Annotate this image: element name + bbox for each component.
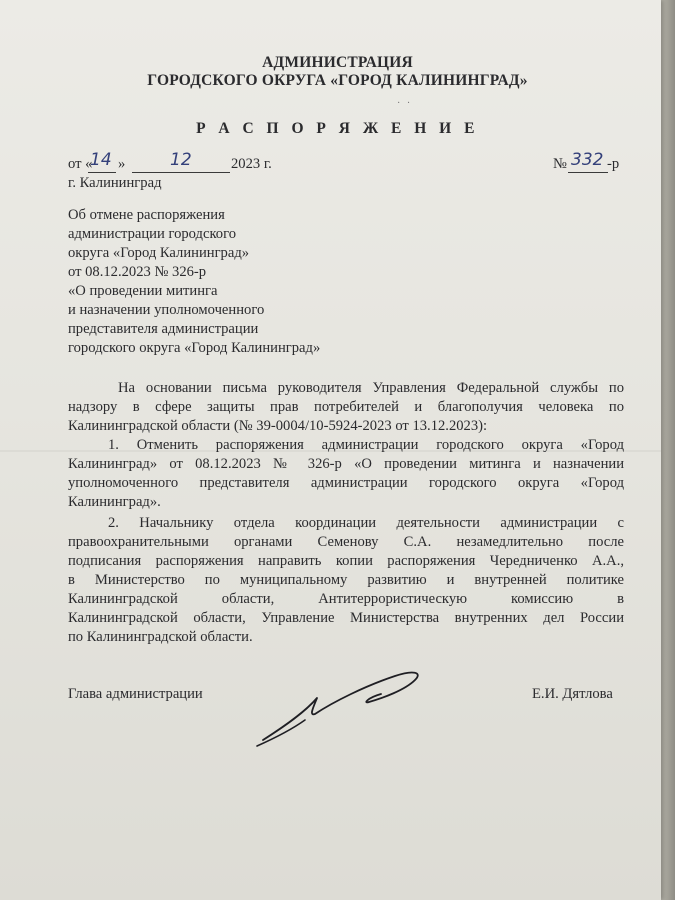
body-line: подписания распоряжения направить копии распоряжения Чередниченко А.А., (68, 553, 624, 569)
body-line: Калининград». (68, 494, 161, 510)
body-line: 2. Начальнику отдела координации деятельности администрации с (108, 515, 624, 531)
body-line: по Калининградской области. (68, 629, 253, 645)
city: г. Калининград (68, 175, 162, 191)
body-line: Калининград» от 08.12.2023 № 326-р «О проведении митинга и назначении (68, 456, 624, 472)
subject-line: администрации городского (68, 226, 237, 242)
org-name-line1: АДМИНИСТРАЦИЯ (262, 54, 413, 71)
faint-marks: · · (397, 98, 413, 109)
date-separator: » (118, 156, 126, 172)
handwritten-signature (255, 668, 435, 748)
subject-line: городского округа «Город Калининград» (68, 340, 321, 356)
date-month-handwritten: 12 (170, 150, 192, 170)
number-suffix: -р (607, 156, 620, 172)
number-prefix: № (553, 156, 567, 172)
date-year: 2023 г. (231, 156, 272, 172)
date-day-underline (88, 172, 116, 173)
subject-line: Об отмене распоряжения (68, 207, 225, 223)
signatory-name: Е.И. Дятлова (532, 686, 613, 702)
subject-line: и назначении уполномоченного (68, 302, 265, 318)
org-name-line2: ГОРОДСКОГО ОКРУГА «ГОРОД КАЛИНИНГРАД» (147, 72, 528, 89)
document-type-title: Р А С П О Р Я Ж Е Н И Е (196, 120, 479, 137)
body-line: надзору в сфере защиты прав потребителей и благополучия человека по (68, 399, 624, 415)
body-line: правоохранительными органами Семенову С.А. незамедлительно после (68, 534, 624, 550)
number-underline (568, 172, 608, 173)
date-day-handwritten: 14 (90, 150, 112, 170)
body-line: в Министерство по муниципальному развитию и внутренней политике (68, 572, 624, 588)
subject-line: «О проведении митинга (68, 283, 218, 299)
body-line: Калининградской области (№ 39-0004/10-5924-2023 от 13.12.2023): (68, 418, 488, 434)
date-month-underline (132, 172, 230, 173)
body-line: На основании письма руководителя Управления Федеральной службы по (118, 380, 624, 396)
number-handwritten: 332 (571, 150, 604, 170)
body-line: Калининградской области, Антитеррористическую комиссию в (68, 591, 624, 607)
body-line: уполномоченного представителя администрации городского округа «Город (68, 475, 624, 491)
subject-line: представителя администрации (68, 321, 259, 337)
body-line: Калининградской области, Управление Министерства внутренних дел России (68, 610, 624, 626)
subject-line: от 08.12.2023 № 326-р (68, 264, 207, 280)
body-line: 1. Отменить распоряжения администрации городского округа «Город (108, 437, 624, 453)
subject-line: округа «Город Калининград» (68, 245, 250, 261)
signatory-position: Глава администрации (68, 686, 203, 702)
date-prefix: от « (68, 156, 93, 172)
